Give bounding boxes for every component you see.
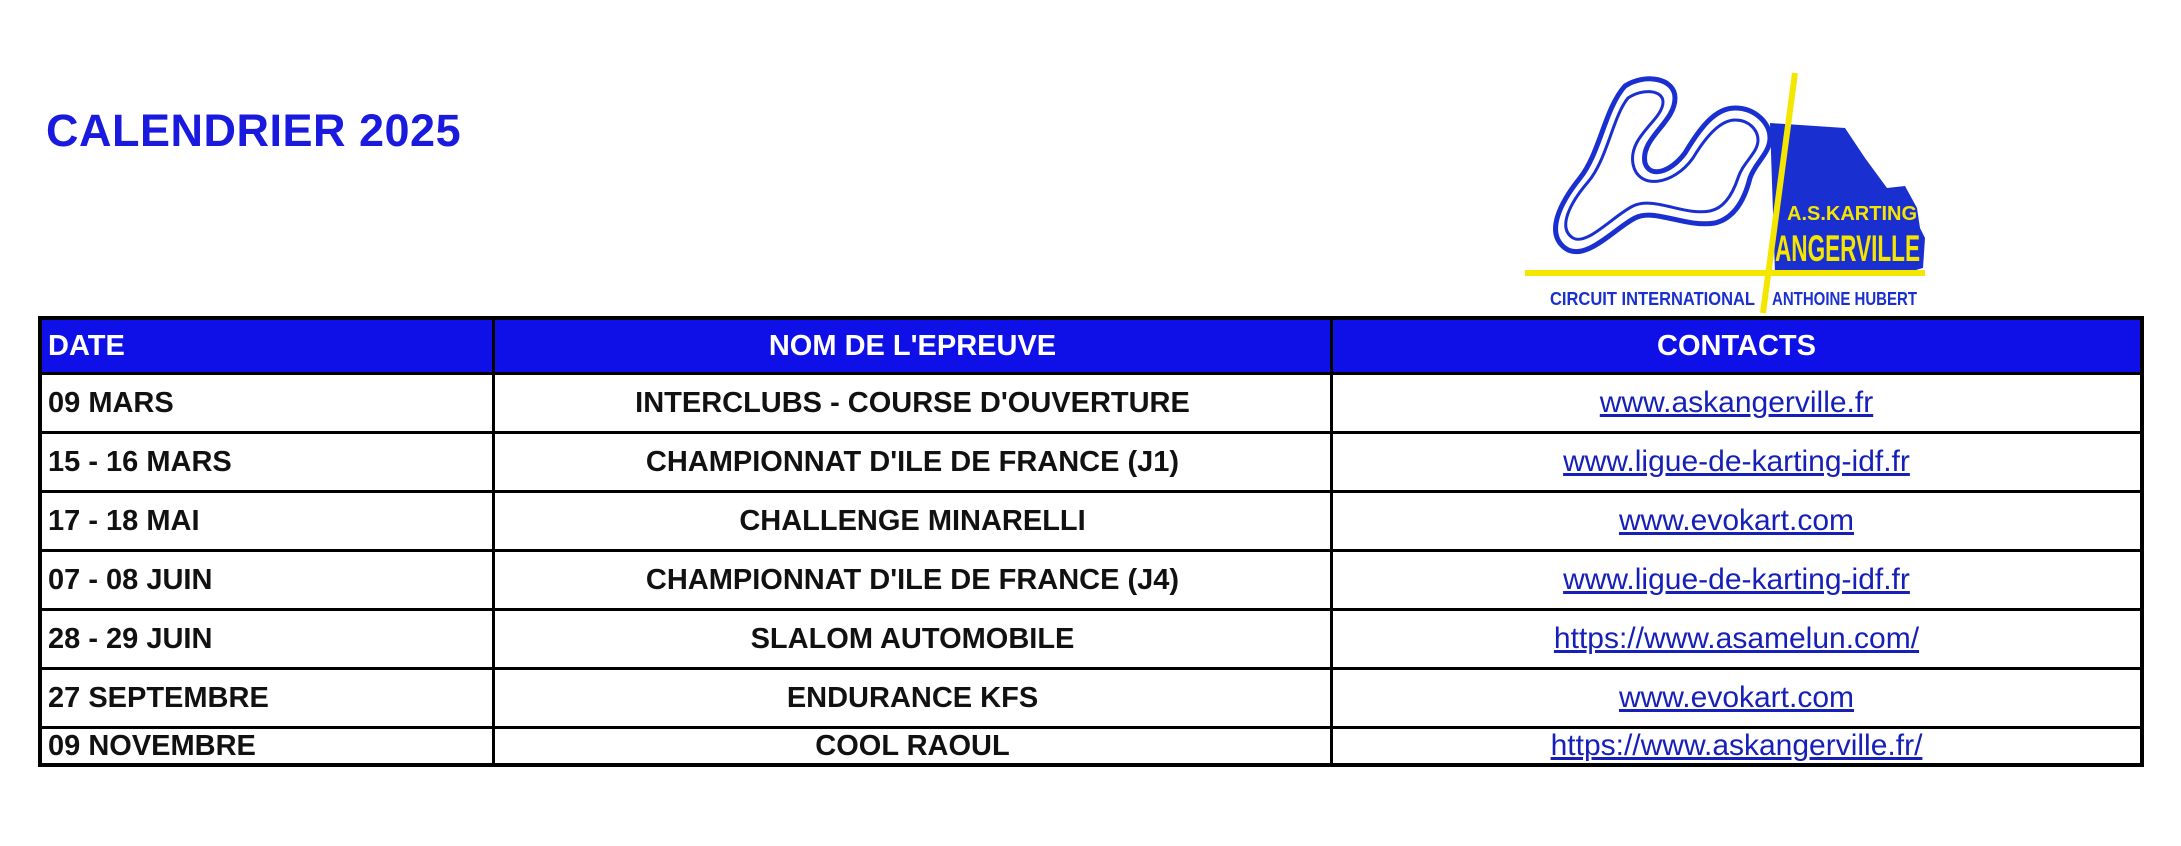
row-date: 09 NOVEMBRE — [40, 728, 494, 766]
contact-link[interactable]: www.ligue-de-karting-idf.fr — [1563, 563, 1910, 596]
header-event-name: NOM DE L'EPREUVE — [494, 318, 1332, 374]
table-row — [40, 492, 2142, 551]
contact-link[interactable]: https://www.asamelun.com/ — [1553, 622, 1920, 655]
header-date: DATE — [40, 318, 494, 374]
row-date: 07 - 08 JUIN — [40, 551, 494, 610]
table-header-row — [40, 318, 2142, 374]
askangerville-logo — [1525, 68, 1995, 318]
row-event: CHALLENGE MINARELLI — [494, 492, 1332, 551]
row-date: 27 SEPTEMBRE — [40, 669, 494, 728]
row-date: 15 - 16 MARS — [40, 433, 494, 492]
table-row — [40, 374, 2142, 433]
contact-link[interactable]: www.evokart.com — [1618, 681, 1855, 714]
logo-left-text: CIRCUIT INTERNATIONAL — [1550, 289, 1755, 309]
row-event: INTERCLUBS - COURSE D'OUVERTURE — [494, 374, 1332, 433]
contact-link[interactable]: www.ligue-de-karting-idf.fr — [1563, 445, 1910, 478]
row-date: 28 - 29 JUIN — [40, 610, 494, 669]
logo-right-text: ANTHOINE HUBERT — [1772, 289, 1918, 309]
row-contact-cell — [1332, 551, 2143, 610]
row-contact-cell — [1332, 728, 2143, 766]
page-title: CALENDRIER 2025 — [46, 105, 462, 156]
table-row — [40, 551, 2142, 610]
row-event: ENDURANCE KFS — [494, 669, 1332, 728]
row-date: 17 - 18 MAI — [40, 492, 494, 551]
table-row — [40, 728, 2142, 766]
row-event: CHAMPIONNAT D'ILE DE FRANCE (J1) — [494, 433, 1332, 492]
row-event: SLALOM AUTOMOBILE — [494, 610, 1332, 669]
row-contact-cell — [1332, 669, 2143, 728]
row-contact-cell — [1332, 492, 2143, 551]
row-date: 09 MARS — [40, 374, 494, 433]
table-row — [40, 610, 2142, 669]
row-event: COOL RAOUL — [494, 728, 1332, 766]
row-contact-cell — [1332, 610, 2143, 669]
table-row — [40, 669, 2142, 728]
header-contacts: CONTACTS — [1332, 318, 2143, 374]
row-contact-cell — [1332, 374, 2143, 433]
logo-line2: ANGERVILLE — [1775, 228, 1920, 269]
contact-link[interactable]: www.askangerville.fr — [1599, 386, 1874, 419]
calendar-table — [38, 316, 2144, 767]
contact-link[interactable]: www.evokart.com — [1618, 504, 1855, 537]
row-contact-cell — [1332, 433, 2143, 492]
table-row — [40, 433, 2142, 492]
row-event: CHAMPIONNAT D'ILE DE FRANCE (J4) — [494, 551, 1332, 610]
logo-line1: A.S.KARTING — [1787, 203, 1917, 225]
contact-link[interactable]: https://www.askangerville.fr/ — [1550, 729, 1923, 762]
